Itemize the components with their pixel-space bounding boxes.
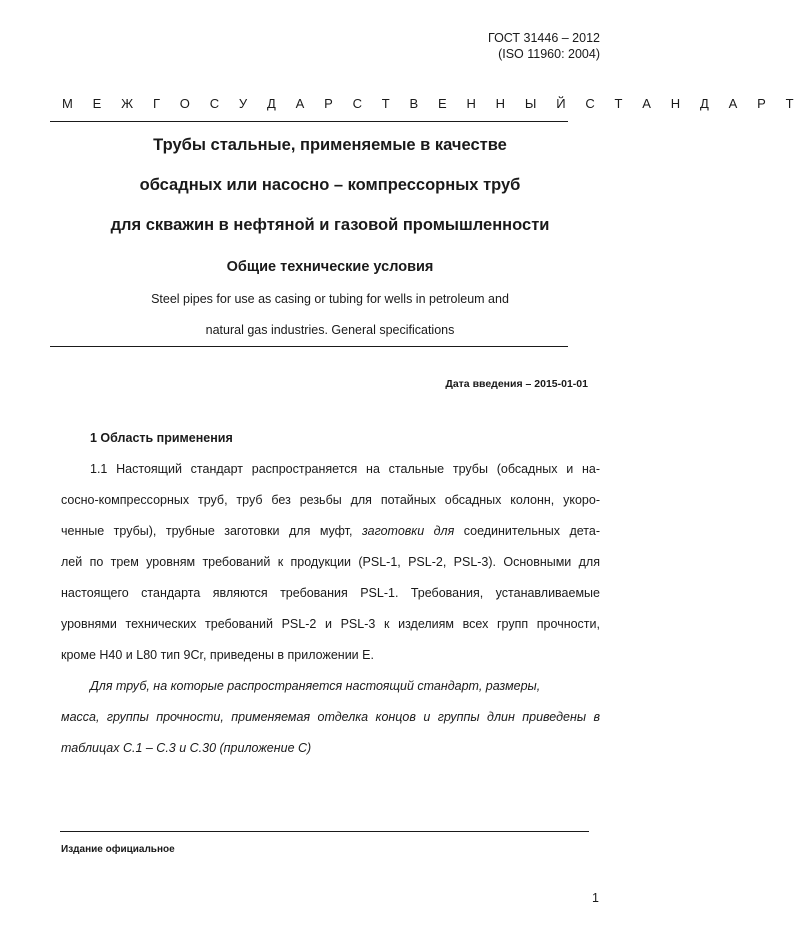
section-heading: 1 Область применения [90, 431, 233, 445]
title-line-2: обсадных или насосно – компрессорных труб [139, 176, 521, 194]
italic-phrase: заготовки для [361, 524, 455, 538]
english-title-line-2: natural gas industries. General specifications [205, 323, 455, 337]
standard-code-block [488, 30, 600, 62]
paragraph-line: настоящего стандарта являются требования PSL-1. Требования, устанавливаемые [61, 586, 600, 600]
title-line-1: Трубы стальные, применяемые в качестве [153, 136, 507, 154]
english-title-line-1: Steel pipes for use as casing or tubing for wells in petroleum and [151, 292, 509, 306]
paragraph-line: сосно-компрессорных труб, труб без резьбы для потайных обсадных колонн, укоро- [61, 493, 600, 507]
title-divider [50, 346, 568, 347]
subtitle: Общие технические условия [226, 259, 434, 275]
page-number: 1 [592, 891, 599, 905]
paragraph-line: лей по трем уровням требований к продукции (PSL-1, PSL-2, PSL-3). Основными для [61, 555, 600, 569]
paragraph-line: кроме Н40 и L80 тип 9Cr, приведены в приложении Е. [61, 648, 374, 662]
iso-reference: (ISO 11960: 2004) [498, 47, 600, 61]
paragraph-line: таблицах С.1 – С.3 и С.30 (приложение С) [61, 741, 312, 755]
paragraph-line: уровнями технических требований PSL-2 и PSL-3 к изделиям всех групп прочности, [61, 617, 600, 631]
standard-type-heading: М Е Ж Г О С У Д А Р С Т В Е Н Н Ы Й С Т А Н Д А Р Т [62, 96, 802, 111]
paragraph-line: Для труб, на которые распространяется настоящий стандарт, размеры, [90, 679, 541, 693]
paragraph-line [61, 524, 600, 538]
paragraph-text: ченные трубы), трубные заготовки для муфт, [61, 524, 362, 538]
top-divider [50, 121, 568, 122]
title-line-3: для скважин в нефтяной и газовой промышленности [110, 216, 550, 234]
paragraph-line: масса, группы прочности, применяемая отделка концов и группы длин приведены в [61, 710, 600, 724]
footer-divider [60, 831, 589, 832]
edition-note: Издание официальное [61, 844, 175, 855]
paragraph-line: 1.1 Настоящий стандарт распространяется на стальные трубы (обсадных и на- [90, 462, 600, 476]
paragraph-text: соединительных дета- [454, 524, 600, 538]
standard-number: ГОСТ 31446 – 2012 [488, 31, 600, 45]
introduction-date: Дата введения – 2015-01-01 [445, 378, 588, 390]
